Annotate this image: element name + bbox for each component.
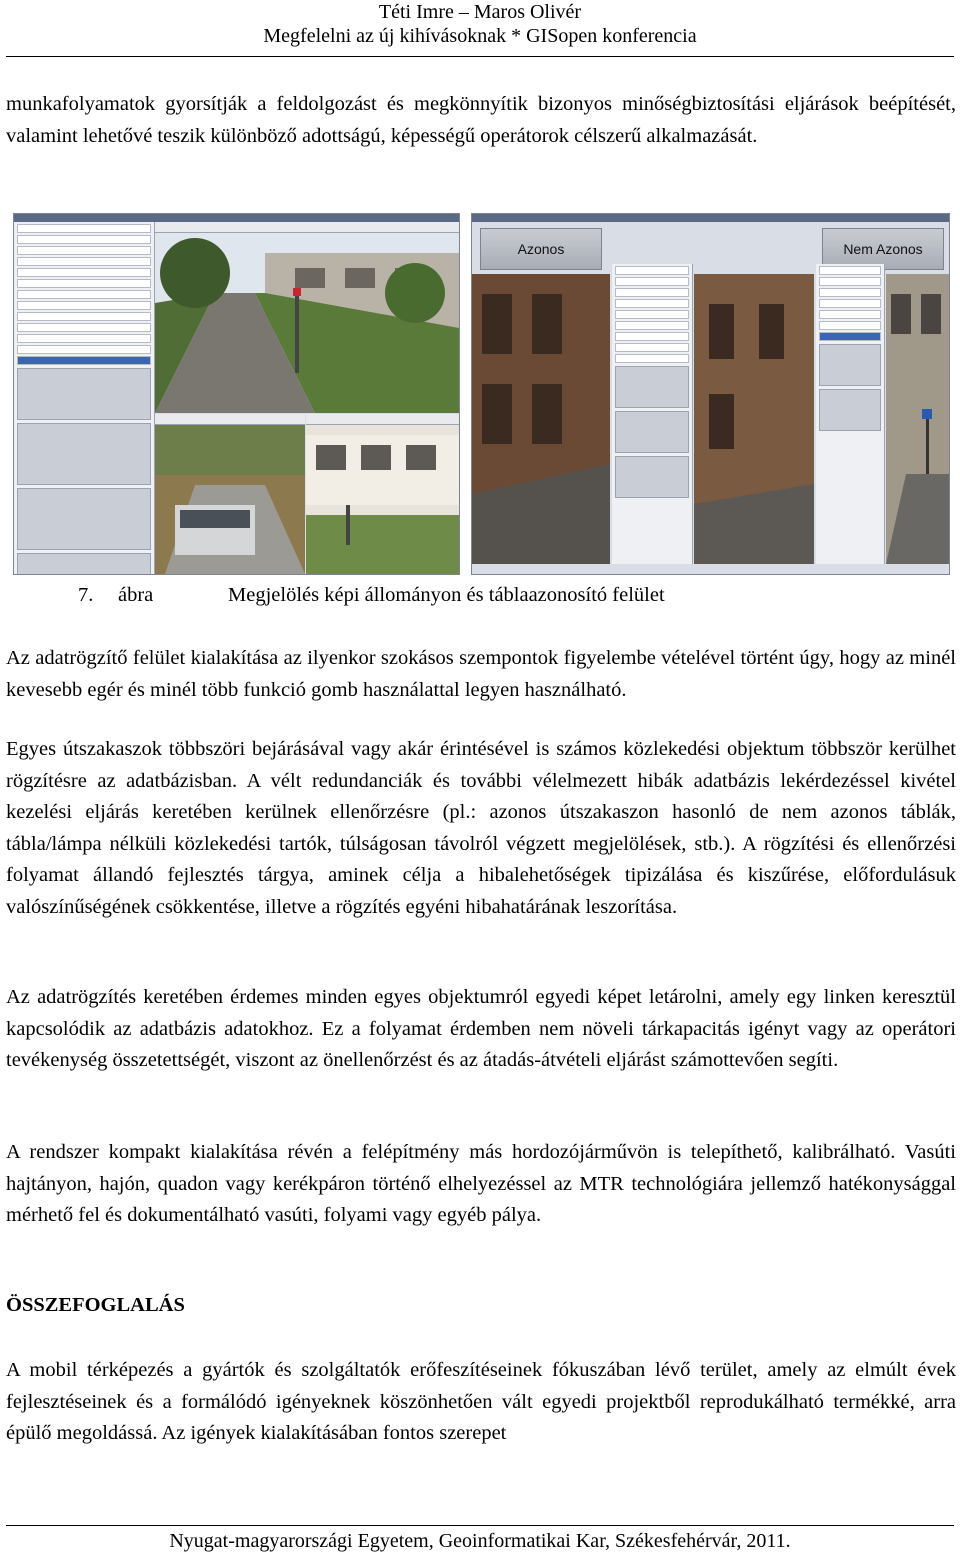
window-titlebar-right bbox=[472, 214, 949, 222]
figure-screenshot-identification bbox=[471, 213, 950, 575]
street-photo-right bbox=[886, 274, 949, 564]
same-button[interactable]: Azonos bbox=[480, 228, 602, 270]
attribute-form-panel bbox=[14, 222, 155, 574]
paragraph-3: Egyes útszakaszok többszöri bejárásával vagy akár érintésével is számos közlekedési objektum többször kerülhet rögzítésre az adatbázisban. A vélt redundanciák és további vélelmezett hibák adatbázis lekérdezéssel kivétel kezelési eljárás keretében kerülnek ellenőrzésre (pl.: azonos útszakaszon hasonló de nem azonos táblák, tábla/lámpa nélküli közlekedési tartók, túlságosan távolról végzett megjelölések, stb.). A rögzítési és ellenőrzési folyamat állandó fejlesztés tárgya, aminek célja a hibalehetőségek tipizálása és kiszűrése, előfordulásuk valószínűségének csökkentése, illetve a rögzítés egyéni hibahatárának leszorítása. bbox=[6, 738, 956, 918]
page-footer: Nyugat-magyarországi Egyetem, Geoinformatikai Kar, Székesfehérvár, 2011. bbox=[169, 1530, 791, 1552]
form-panel-right bbox=[816, 264, 885, 564]
image-toolbar-bottom-right bbox=[306, 414, 459, 425]
summary-heading: ÖSSZEFOGLALÁS bbox=[6, 1294, 185, 1316]
header-rule bbox=[6, 56, 954, 57]
figure-caption-text: Megjelölés képi állományon és táblaazonosító felület bbox=[228, 584, 665, 606]
street-photo-bottom-left bbox=[155, 425, 305, 574]
page-header bbox=[0, 0, 960, 48]
figure-number: 7. bbox=[78, 584, 94, 606]
header-authors: Téti Imre – Maros Olivér bbox=[378, 1, 582, 23]
street-photo-bottom-right bbox=[306, 425, 459, 574]
figure-7 bbox=[13, 213, 948, 573]
header-conference: Megfelelni az új kihívásoknak * GISopen konferencia bbox=[263, 25, 697, 47]
paragraph-2: Az adatrögzítő felület kialakítása az ilyenkor szokásos szempontok figyelembe vételével történt úgy, hogy az minél kevesebb egér és minél több funkció gomb használattal legyen használható. bbox=[6, 647, 956, 701]
street-photo-top bbox=[155, 233, 459, 413]
not-same-button[interactable]: Nem Azonos bbox=[822, 228, 944, 270]
building-photo-left bbox=[472, 274, 610, 564]
paragraph-6: A mobil térképezés a gyártók és szolgáltatók erőfeszítéseinek fókuszában lévő terület, amely az elmúlt évek fejlesztéseinek és a formálódó igényeknek köszönhetően vált egyedi projektből reprodukálható termékké, arra épülő megoldássá. Az igények kialakításában fontos szerepet bbox=[6, 1359, 956, 1444]
footer-rule bbox=[6, 1525, 954, 1526]
window-titlebar bbox=[14, 214, 459, 222]
building-photo-middle bbox=[694, 274, 814, 564]
paragraph-1: munkafolyamatok gyorsítják a feldolgozást és megkönnyítik bizonyos minőségbiztosítási eljárások beépítését, valamint lehetővé teszik különböző adottságú, képességű operátorok célszerű alkalmazását. bbox=[6, 93, 956, 147]
paragraph-5: A rendszer kompakt kialakítása révén a felépítmény más hordozójárművön is telepíthető, kalibrálható. Vasúti hajtányon, hajón, quadon vagy kerékpáron történő elhelyezéssel az MTR technológiára jellemző hatékonysággal mérhető fel és dokumentálható vasúti, folyami vagy egyéb pálya. bbox=[6, 1141, 956, 1226]
image-toolbar bbox=[155, 222, 459, 233]
figure-label: ábra bbox=[118, 584, 154, 606]
paragraph-4: Az adatrögzítés keretében érdemes minden egyes objektumról egyedi képet letárolni, amely egy linken keresztül kapcsolódik az adatbázis adatokhoz. Ez a folyamat érdemben nem növeli tárkapacitás igényt vagy az operátori tevékenység összetettségét, viszont az önellenőrzést és az átadás-átvételi eljárást számottevően segíti. bbox=[6, 986, 956, 1071]
figure-screenshot-marking bbox=[13, 213, 460, 575]
image-toolbar-bottom-left bbox=[155, 414, 305, 425]
form-panel-left bbox=[612, 264, 693, 564]
